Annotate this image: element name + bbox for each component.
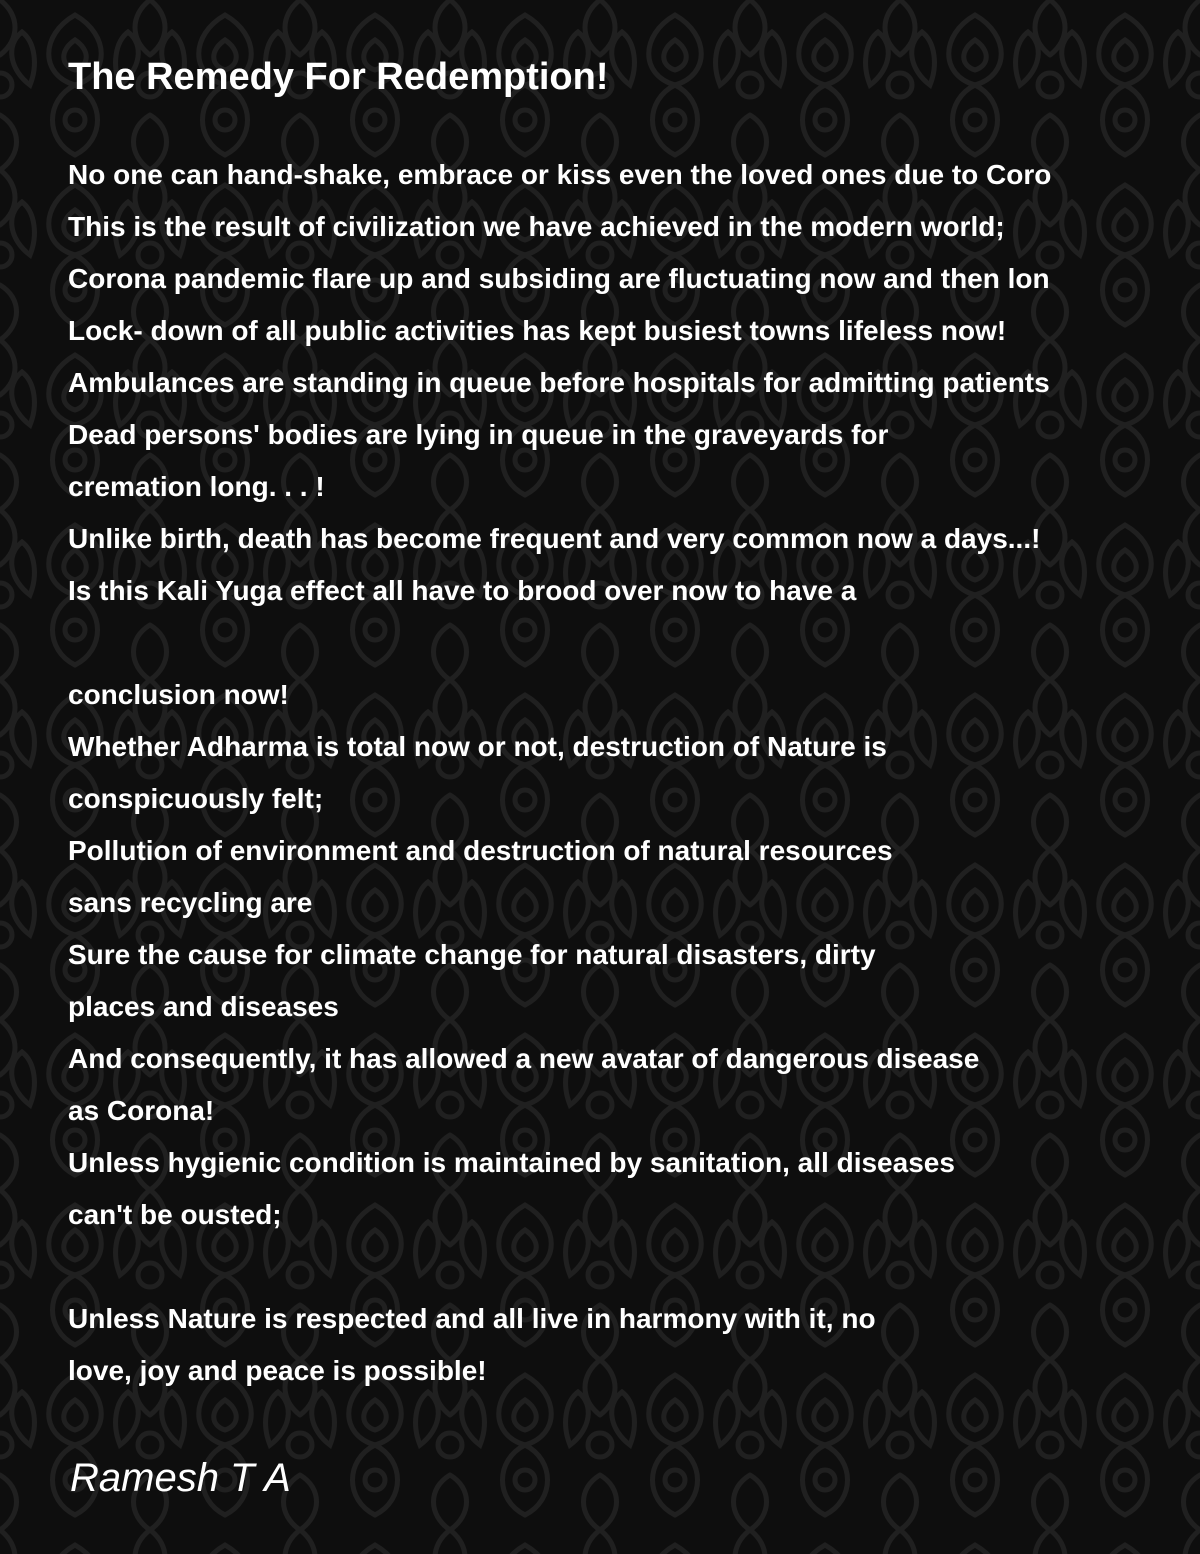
poem-line: Whether Adharma is total now or not, destruction of Nature is	[68, 731, 887, 762]
poem-stanza-break	[68, 617, 1200, 669]
poem-line: Corona pandemic flare up and subsiding are fluctuating now and then lon	[68, 263, 1050, 294]
poem-line: And consequently, it has allowed a new avatar of dangerous disease	[68, 1043, 980, 1074]
poem-line: Dead persons' bodies are lying in queue in the graveyards for	[68, 419, 889, 450]
poem-author: Ramesh T A	[70, 1456, 291, 1500]
poem-line: Pollution of environment and destruction of natural resources	[68, 835, 893, 866]
poem-line: No one can hand-shake, embrace or kiss even the loved ones due to Coro	[68, 159, 1052, 190]
poem-line: This is the result of civilization we have achieved in the modern world;	[68, 211, 1005, 242]
poem-line: Sure the cause for climate change for natural disasters, dirty	[68, 939, 876, 970]
poem-line: Unless Nature is respected and all live in harmony with it, no	[68, 1303, 876, 1334]
poem-stanza-break	[68, 1241, 1200, 1293]
poem-line: sans recycling are	[68, 887, 313, 918]
poem-line: places and diseases	[68, 991, 339, 1022]
poem-line: cremation long. . . !	[68, 471, 325, 502]
poem-line: as Corona!	[68, 1095, 215, 1126]
poem-line: love, joy and peace is possible!	[68, 1355, 487, 1386]
poem-title: The Remedy For Redemption!	[68, 56, 609, 98]
poem-line: conclusion now!	[68, 679, 289, 710]
poem-line: Unless hygienic condition is maintained by sanitation, all diseases	[68, 1147, 955, 1178]
poem-line: can't be ousted;	[68, 1199, 282, 1230]
poem-line: Is this Kali Yuga effect all have to brood over now to have a	[68, 575, 857, 606]
poem-body	[68, 149, 1200, 1397]
poem-line: conspicuously felt;	[68, 783, 324, 814]
poem-line: Ambulances are standing in queue before hospitals for admitting patients	[68, 367, 1050, 398]
poem-line: Unlike birth, death has become frequent and very common now a days...!	[68, 523, 1041, 554]
poem-line: Lock- down of all public activities has kept busiest towns lifeless now!	[68, 315, 1007, 346]
